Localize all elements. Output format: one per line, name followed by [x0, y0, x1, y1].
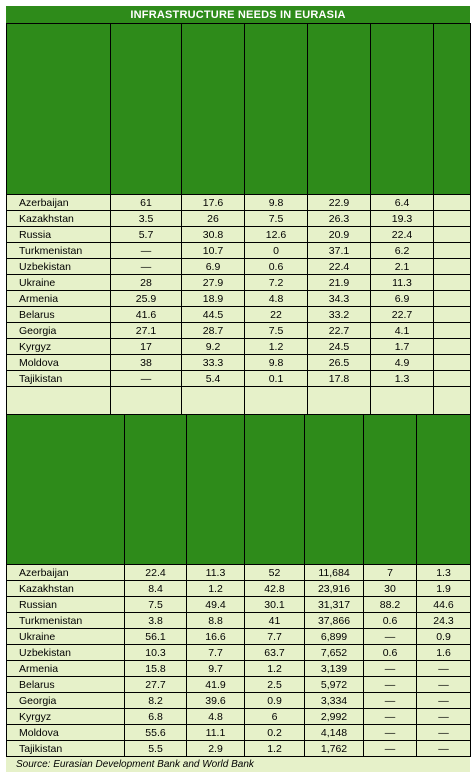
- data-cell: 8.4: [125, 581, 187, 597]
- table1-header-road-density: [111, 24, 182, 195]
- data-cell: 8.8: [187, 613, 245, 629]
- data-cell: [434, 259, 471, 275]
- resources-table: [6, 414, 471, 757]
- country-name: Kazakhstan: [7, 211, 111, 227]
- data-cell: 11.1: [187, 725, 245, 741]
- table1-header-empty: [434, 24, 471, 195]
- data-cell: 11,684: [305, 565, 364, 581]
- table1-header-capital-stock: [371, 24, 434, 195]
- data-cell: 5.4: [182, 371, 245, 387]
- data-cell: 0.6: [364, 645, 417, 661]
- table2-row: [7, 629, 471, 645]
- data-cell: 7,652: [305, 645, 364, 661]
- data-cell: 1.2: [245, 741, 305, 757]
- data-cell: 30: [364, 581, 417, 597]
- data-cell: 5,972: [305, 677, 364, 693]
- data-cell: —: [417, 741, 471, 757]
- country-name: Ukraine: [7, 275, 111, 291]
- data-cell: 8.2: [125, 693, 187, 709]
- data-cell: 19.3: [371, 211, 434, 227]
- table2-header-natural-wealth: [305, 415, 364, 565]
- data-cell: 15.8: [125, 661, 187, 677]
- table2-header-corner: [7, 415, 125, 565]
- data-cell: 2.5: [245, 677, 305, 693]
- table2-row: [7, 741, 471, 757]
- data-cell: 1.7: [371, 339, 434, 355]
- data-cell: 25.9: [111, 291, 182, 307]
- data-cell: 23,916: [305, 581, 364, 597]
- table2-header-forest-area: [187, 415, 245, 565]
- data-cell: 0.6: [364, 613, 417, 629]
- data-cell: 0.9: [245, 693, 305, 709]
- data-cell: 0.2: [245, 725, 305, 741]
- data-cell: 33.3: [182, 355, 245, 371]
- infrastructure-table-figure: [6, 6, 470, 772]
- country-name: Uzbekistan: [7, 259, 111, 275]
- data-cell: 26.5: [308, 355, 371, 371]
- data-cell: 6.9: [182, 259, 245, 275]
- data-cell: 49.4: [187, 597, 245, 613]
- table2-row: [7, 709, 471, 725]
- data-cell: 0.6: [245, 259, 308, 275]
- data-cell: 44.5: [182, 307, 245, 323]
- country-name: Tajikistan: [7, 371, 111, 387]
- data-cell: 3,334: [305, 693, 364, 709]
- data-cell: 1.6: [417, 645, 471, 661]
- data-cell: 2.9: [187, 741, 245, 757]
- data-cell: 31,317: [305, 597, 364, 613]
- source-note: Source: Eurasian Development Bank and World Bank: [16, 759, 254, 770]
- table2-row: [7, 725, 471, 741]
- data-cell: 33.2: [308, 307, 371, 323]
- country-name: Kyrgyz: [7, 709, 125, 725]
- data-cell: 22.4: [371, 227, 434, 243]
- data-cell: —: [364, 629, 417, 645]
- country-name: Moldova: [7, 725, 125, 741]
- data-cell: 63.7: [245, 645, 305, 661]
- data-cell: 1.2: [187, 581, 245, 597]
- data-cell: 5.5: [125, 741, 187, 757]
- table1-header-corner: [7, 24, 111, 195]
- country-name: Azerbaijan: [7, 195, 111, 211]
- table2-header-oil-reserves: [364, 415, 417, 565]
- data-cell: 22.4: [125, 565, 187, 581]
- country-name: Turkmenistan: [7, 613, 125, 629]
- data-cell: 22.4: [308, 259, 371, 275]
- data-cell: 1.2: [245, 339, 308, 355]
- data-cell: —: [417, 709, 471, 725]
- data-cell: 1.3: [371, 371, 434, 387]
- data-cell: —: [364, 677, 417, 693]
- data-cell: 21.9: [308, 275, 371, 291]
- data-cell: 18.9: [182, 291, 245, 307]
- data-cell: 41.6: [111, 307, 182, 323]
- data-cell: 2.1: [371, 259, 434, 275]
- country-name: Armenia: [7, 661, 125, 677]
- data-cell: 4,148: [305, 725, 364, 741]
- data-cell: 6.9: [371, 291, 434, 307]
- data-cell: 4.8: [245, 291, 308, 307]
- table1-header-gross-capital: [308, 24, 371, 195]
- table1-row: [7, 323, 471, 339]
- country-name: Ukraine: [7, 629, 125, 645]
- table2-row: [7, 581, 471, 597]
- data-cell: 17.8: [308, 371, 371, 387]
- data-cell: 6.8: [125, 709, 187, 725]
- table2-header-resource-rents: [245, 415, 305, 565]
- data-cell: 5.7: [111, 227, 182, 243]
- table2-header-gas-reserves: [417, 415, 471, 565]
- country-name: Armenia: [7, 291, 111, 307]
- data-cell: 4.1: [371, 323, 434, 339]
- infrastructure-table: [6, 23, 471, 415]
- data-cell: [434, 307, 471, 323]
- data-cell: 1,762: [305, 741, 364, 757]
- data-cell: —: [364, 725, 417, 741]
- data-cell: —: [111, 371, 182, 387]
- data-cell: 9.7: [187, 661, 245, 677]
- country-name: Moldova: [7, 355, 111, 371]
- data-cell: —: [417, 661, 471, 677]
- data-cell: 6.4: [371, 195, 434, 211]
- country-name: Kazakhstan: [7, 581, 125, 597]
- table1-row: [7, 243, 471, 259]
- data-cell: 1.9: [417, 581, 471, 597]
- data-cell: 55.6: [125, 725, 187, 741]
- data-cell: 16.6: [187, 629, 245, 645]
- data-cell: 11.3: [187, 565, 245, 581]
- data-cell: 27.1: [111, 323, 182, 339]
- data-cell: [434, 323, 471, 339]
- data-cell: 9.8: [245, 195, 308, 211]
- table1-row: [7, 195, 471, 211]
- data-cell: 28.7: [182, 323, 245, 339]
- data-cell: 20.9: [308, 227, 371, 243]
- data-cell: —: [364, 661, 417, 677]
- data-cell: 38: [111, 355, 182, 371]
- data-cell: 9.2: [182, 339, 245, 355]
- country-name: Georgia: [7, 323, 111, 339]
- data-cell: 6.2: [371, 243, 434, 259]
- table2-row: [7, 645, 471, 661]
- data-cell: [434, 243, 471, 259]
- data-cell: 27.9: [182, 275, 245, 291]
- data-cell: 41: [245, 613, 305, 629]
- data-cell: 26: [182, 211, 245, 227]
- data-cell: —: [364, 741, 417, 757]
- data-cell: 3.8: [125, 613, 187, 629]
- data-cell: 44.6: [417, 597, 471, 613]
- country-name: Uzbekistan: [7, 645, 125, 661]
- data-cell: 22.9: [308, 195, 371, 211]
- data-cell: —: [111, 259, 182, 275]
- data-cell: 7.5: [125, 597, 187, 613]
- data-cell: 6,899: [305, 629, 364, 645]
- data-cell: [434, 355, 471, 371]
- table1-row: [7, 355, 471, 371]
- data-cell: [434, 371, 471, 387]
- data-cell: 37,866: [305, 613, 364, 629]
- table2-row: [7, 677, 471, 693]
- data-cell: —: [111, 243, 182, 259]
- data-cell: 3,139: [305, 661, 364, 677]
- data-cell: 22: [245, 307, 308, 323]
- data-cell: 1.2: [245, 661, 305, 677]
- table2-row: [7, 613, 471, 629]
- data-cell: —: [417, 677, 471, 693]
- table1-row: [7, 275, 471, 291]
- data-cell: [434, 291, 471, 307]
- table2-row: [7, 565, 471, 581]
- country-name: Russian: [7, 597, 125, 613]
- data-cell: 2,992: [305, 709, 364, 725]
- data-cell: 34.3: [308, 291, 371, 307]
- data-cell: —: [417, 725, 471, 741]
- data-cell: 41.9: [187, 677, 245, 693]
- data-cell: [434, 339, 471, 355]
- table1-row: [7, 211, 471, 227]
- data-cell: —: [364, 693, 417, 709]
- data-cell: 22.7: [371, 307, 434, 323]
- data-cell: 17: [111, 339, 182, 355]
- data-cell: 0.9: [417, 629, 471, 645]
- country-name: Russia: [7, 227, 111, 243]
- data-cell: 28: [111, 275, 182, 291]
- country-name: Kyrgyz: [7, 339, 111, 355]
- data-cell: 22.7: [308, 323, 371, 339]
- data-cell: 9.8: [245, 355, 308, 371]
- data-cell: 61: [111, 195, 182, 211]
- table2-row: [7, 597, 471, 613]
- table1-header-broadband: [245, 24, 308, 195]
- country-name: Georgia: [7, 693, 125, 709]
- data-cell: [434, 211, 471, 227]
- data-cell: 3.5: [111, 211, 182, 227]
- data-cell: 24.5: [308, 339, 371, 355]
- data-cell: 10.3: [125, 645, 187, 661]
- data-cell: 26.3: [308, 211, 371, 227]
- data-cell: 52: [245, 565, 305, 581]
- country-name: Turkmenistan: [7, 243, 111, 259]
- data-cell: 6: [245, 709, 305, 725]
- table2-row: [7, 661, 471, 677]
- data-cell: 7.7: [187, 645, 245, 661]
- data-cell: 4.9: [371, 355, 434, 371]
- table1-row: [7, 307, 471, 323]
- data-cell: 12.6: [245, 227, 308, 243]
- table1-row: [7, 371, 471, 387]
- data-cell: 7.5: [245, 323, 308, 339]
- country-name: Tajikistan: [7, 741, 125, 757]
- table1-header-telephone-lines: [182, 24, 245, 195]
- data-cell: 24.3: [417, 613, 471, 629]
- data-cell: 7.7: [245, 629, 305, 645]
- data-cell: 42.8: [245, 581, 305, 597]
- data-cell: 88.2: [364, 597, 417, 613]
- data-cell: [434, 195, 471, 211]
- data-cell: 56.1: [125, 629, 187, 645]
- data-cell: 0: [245, 243, 308, 259]
- table1-spacer-row: [7, 387, 471, 415]
- table2-body: [7, 565, 471, 757]
- data-cell: 0.1: [245, 371, 308, 387]
- data-cell: 7.5: [245, 211, 308, 227]
- data-cell: 10.7: [182, 243, 245, 259]
- data-cell: —: [364, 709, 417, 725]
- country-name: Azerbaijan: [7, 565, 125, 581]
- data-cell: 30.1: [245, 597, 305, 613]
- table1-row: [7, 259, 471, 275]
- data-cell: 27.7: [125, 677, 187, 693]
- data-cell: 4.8: [187, 709, 245, 725]
- data-cell: 39.6: [187, 693, 245, 709]
- data-cell: [434, 227, 471, 243]
- table-title: INFRASTRUCTURE NEEDS IN EURASIA: [6, 6, 470, 23]
- country-name: Belarus: [7, 307, 111, 323]
- table2-row: [7, 693, 471, 709]
- country-name: Belarus: [7, 677, 125, 693]
- data-cell: [434, 275, 471, 291]
- data-cell: 37.1: [308, 243, 371, 259]
- data-cell: 7.2: [245, 275, 308, 291]
- data-cell: 30.8: [182, 227, 245, 243]
- data-cell: 17.6: [182, 195, 245, 211]
- table1-body: [7, 195, 471, 387]
- table1-row: [7, 227, 471, 243]
- table1-row: [7, 339, 471, 355]
- table2-header-arable-land: [125, 415, 187, 565]
- data-cell: 1.3: [417, 565, 471, 581]
- data-cell: 7: [364, 565, 417, 581]
- table1-row: [7, 291, 471, 307]
- data-cell: 11.3: [371, 275, 434, 291]
- data-cell: —: [417, 693, 471, 709]
